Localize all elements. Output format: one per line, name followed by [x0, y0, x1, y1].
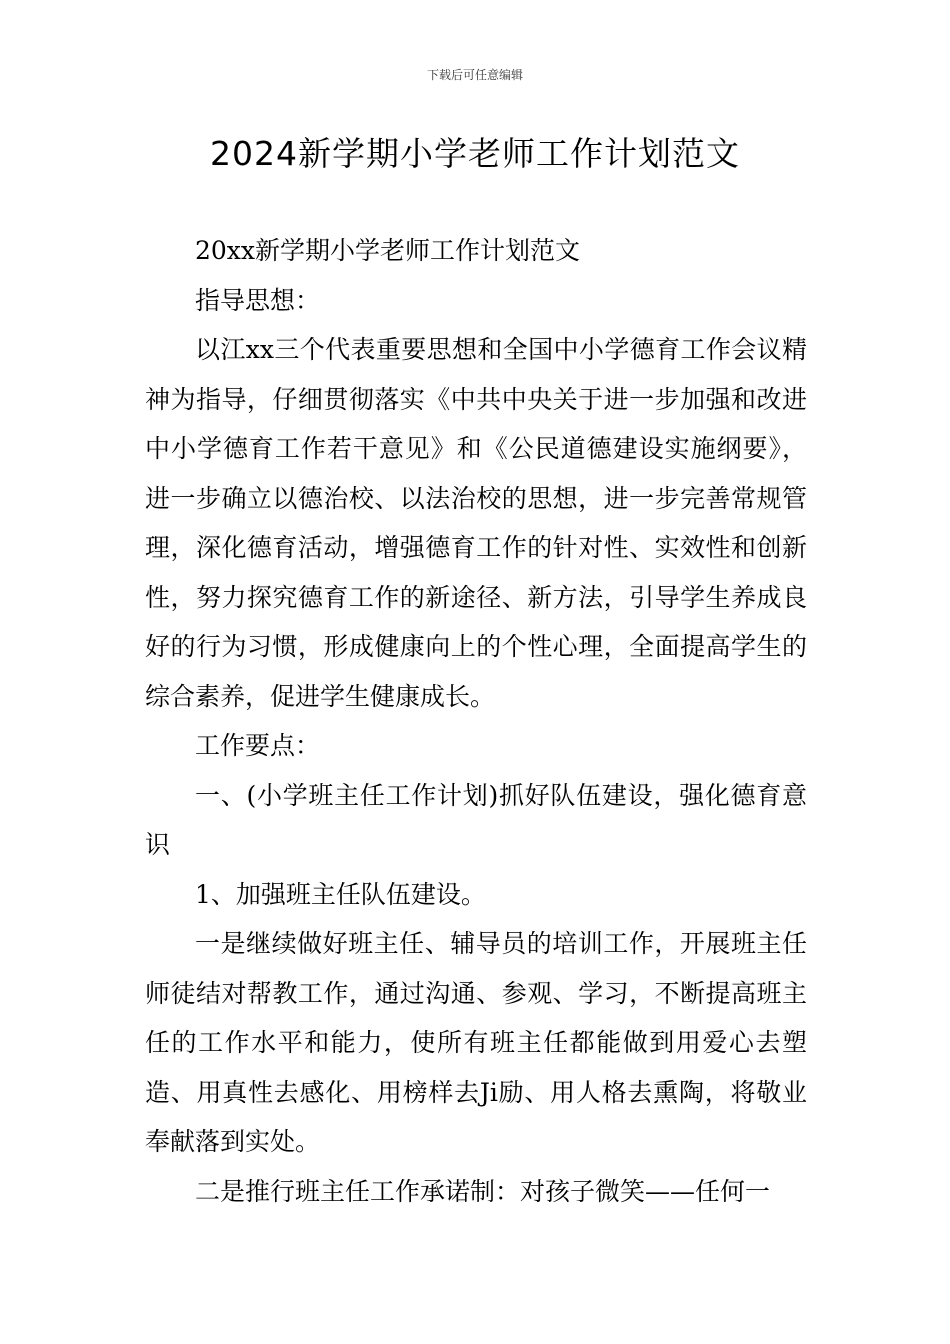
paragraph-subtitle: 20xx新学期小学老师工作计划范文 [195, 236, 581, 265]
document-body [145, 226, 807, 1216]
paragraph-item-one: 1、加强班主任队伍建设。 [195, 879, 486, 909]
paragraph-guiding-heading: 指导思想： [195, 285, 321, 315]
header-note: 下载后可任意编辑 [426, 68, 523, 82]
document-title: 2024新学期小学老师工作计划范文 [210, 134, 740, 173]
paragraph-training: 一是继续做好班主任、辅导员的培训工作，开展班主任师徒结对帮教工作，通过沟通、参观、学习，不断提高班主任的工作水平和能力，使所有班主任都能做到用爱心去塑造、用真性去感化、用榜样去Ji励、用人格去熏陶，将敬业奉献落到实处。 [145, 929, 807, 1156]
paragraph-work-points-heading: 工作要点： [195, 731, 321, 760]
paragraph-guiding-text: 以江xx三个代表重要思想和全国中小学德育工作会议精神为指导，仔细贯彻落实《中共中央关于进一步加强和改进中小学德育工作若干意见》和《公民道德建设实施纲要》，进一步确立以德治校、以法治校的思想，进一步完善常规管理，深化德育活动，增强德育工作的针对性、实效性和创新性，努力探究德育工作的新途径、新方法，引导学生养成良好的行为习惯，形成健康向上的个性心理，全面提高学生的综合素养，促进学生健康成长。 [145, 335, 807, 711]
paragraph-section-one: 一、(小学班主任工作计划)抓好队伍建设，强化德育意识 [145, 780, 807, 859]
paragraph-commitment: 二是推行班主任工作承诺制：对孩子微笑——任何一 [195, 1176, 771, 1206]
